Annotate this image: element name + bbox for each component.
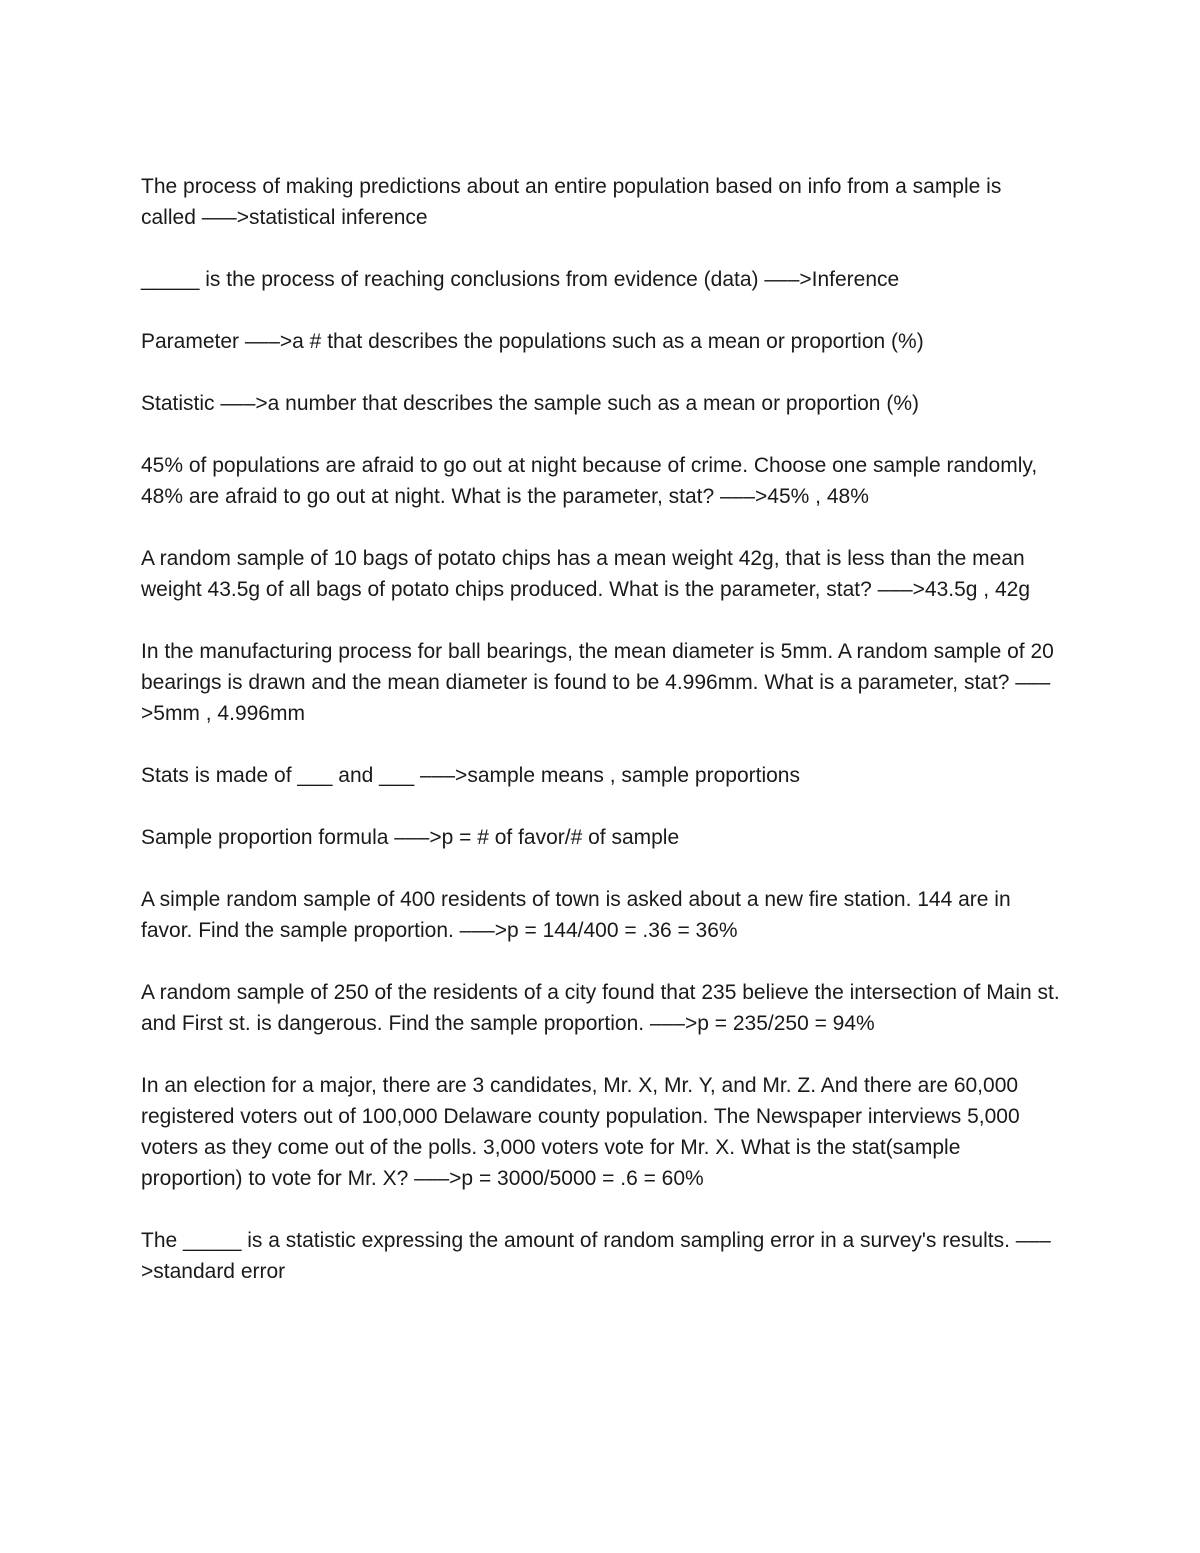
paragraph-statistical-inference: The process of making predictions about an entire population based on info from a sample is called –––>statistical inference (141, 175, 1002, 229)
paragraph-stats-made-of: Stats is made of ___ and ___ –––>sample means , sample proportions (141, 764, 800, 787)
paragraph-inference: _____ is the process of reaching conclusions from evidence (data) –––>Inference (141, 268, 900, 291)
paragraph-parameter: Parameter –––>a # that describes the populations such as a mean or proportion (%) (141, 330, 924, 353)
paragraph-sample-proportion-formula: Sample proportion formula –––>p = # of favor/# of sample (141, 826, 680, 849)
paragraph-election-example: In an election for a major, there are 3 candidates, Mr. X, Mr. Y, and Mr. Z. And there are 60,000 registered voters out of 100,000 Delaware county population. The Newspaper interviews 5,000 voters as they come out of the polls. 3,000 voters vote for Mr. X. What is the stat(sample proportion) to vote for Mr. X? –––>p = 3000/5000 = .6 = 60% (141, 1074, 1020, 1190)
paragraph-standard-error: The _____ is a statistic expressing the amount of random sampling error in a survey's results. –––>standard error (141, 1229, 1051, 1283)
paragraph-ball-bearings-example: In the manufacturing process for ball bearings, the mean diameter is 5mm. A random sample of 20 bearings is drawn and the mean diameter is found to be 4.996mm. What is a parameter, stat? –––>5mm , 4.996mm (141, 640, 1054, 725)
paragraph-potato-chips-example: A random sample of 10 bags of potato chips has a mean weight 42g, that is less than the mean weight 43.5g of all bags of potato chips produced. What is the parameter, stat? –––>43.5g , 42g (141, 547, 1031, 601)
paragraph-intersection-example: A random sample of 250 of the residents of a city found that 235 believe the intersection of Main st. and First st. is dangerous. Find the sample proportion. –––>p = 235/250 = 94% (141, 981, 1060, 1035)
paragraph-fire-station-example: A simple random sample of 400 residents of town is asked about a new fire station. 144 are in favor. Find the sample proportion. –––>p = 144/400 = .36 = 36% (141, 888, 1011, 942)
paragraph-statistic: Statistic –––>a number that describes the sample such as a mean or proportion (%) (141, 392, 919, 415)
paragraph-crime-example: 45% of populations are afraid to go out at night because of crime. Choose one sample randomly, 48% are afraid to go out at night. What is the parameter, stat? –––>45% , 48% (141, 454, 1038, 508)
document-page (141, 171, 1061, 1318)
